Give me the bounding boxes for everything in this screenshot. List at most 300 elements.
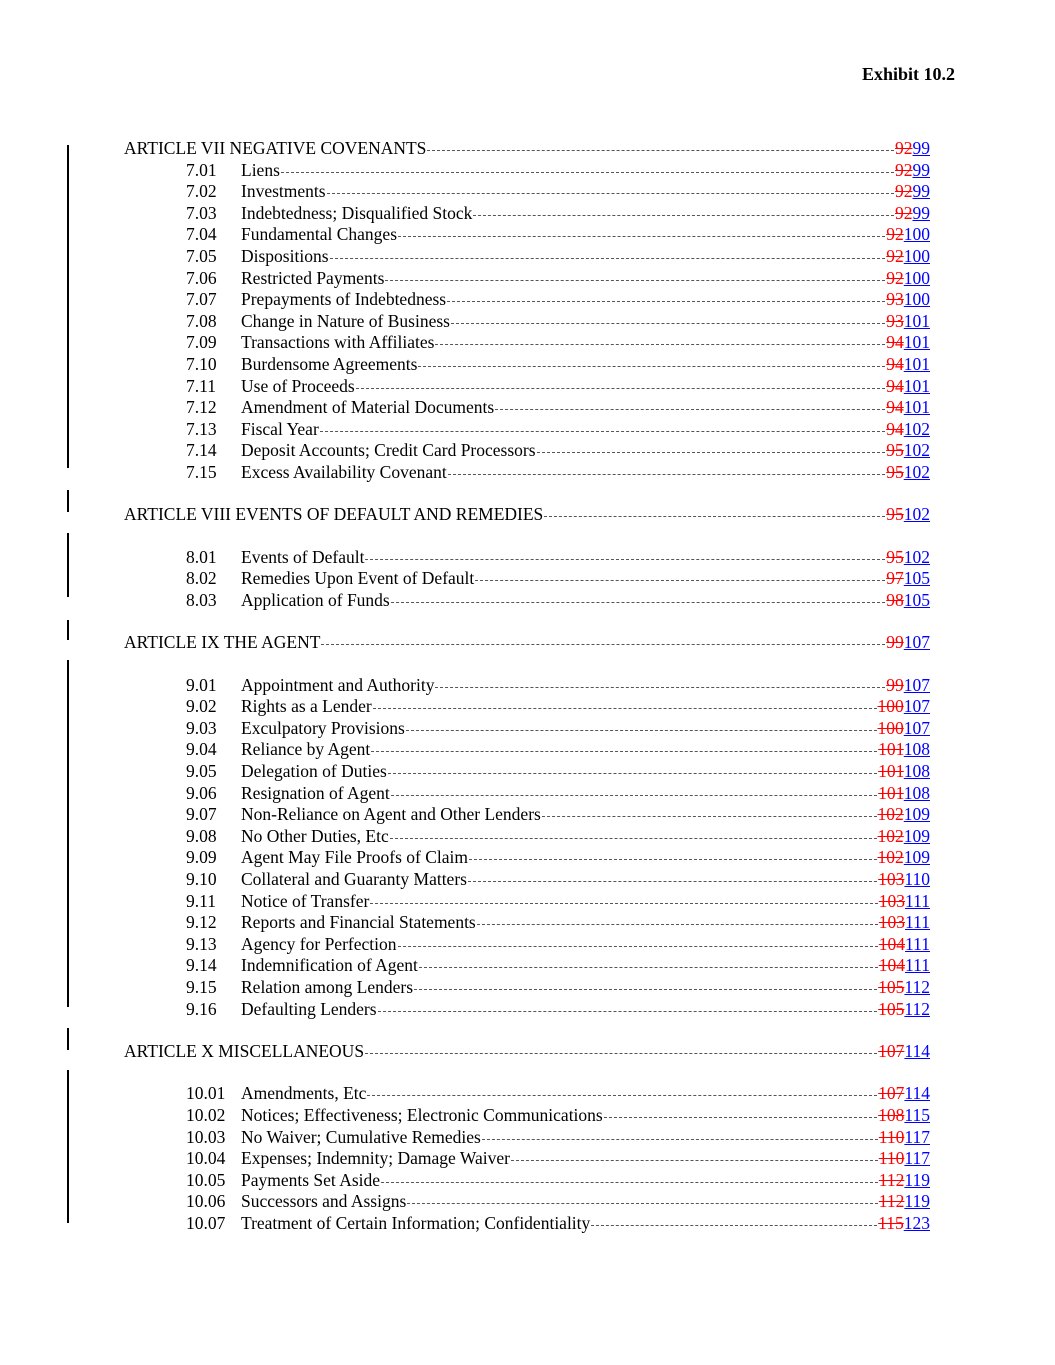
dot-leader [327, 193, 894, 194]
inserted-page-link[interactable]: 108 [903, 761, 930, 782]
deleted-page-number: 110 [878, 1148, 905, 1169]
toc-section-entry[interactable] [124, 869, 930, 891]
page-reference [878, 1041, 930, 1063]
deleted-page-number: 95 [886, 461, 904, 482]
dot-leader [381, 1182, 878, 1183]
toc-spacer [124, 526, 930, 547]
entry-title: Amendments, Etc [241, 1083, 367, 1104]
page-reference [879, 912, 930, 934]
deleted-page-number: 108 [878, 1104, 905, 1125]
dot-leader [370, 903, 877, 904]
inserted-page-link[interactable]: 109 [903, 804, 930, 825]
section-number: 9.13 [186, 933, 217, 954]
exhibit-label: Exhibit 10.2 [861, 64, 955, 84]
entry-title: Deposit Accounts; Credit Card Processors [241, 440, 536, 461]
toc-section-entry[interactable] [124, 419, 930, 441]
deleted-page-number: 105 [878, 976, 905, 997]
page-reference [886, 376, 930, 398]
section-number: 9.01 [186, 674, 217, 695]
page-reference [879, 1127, 930, 1149]
inserted-page-link[interactable]: 101 [903, 332, 930, 353]
entry-title: Relation among Lenders [241, 976, 414, 997]
dot-leader [482, 1139, 878, 1140]
page-reference [878, 739, 930, 761]
toc-section-entry[interactable] [124, 718, 930, 740]
section-number: 9.12 [186, 912, 217, 933]
inserted-page-link[interactable]: 112 [904, 976, 930, 997]
deleted-page-number: 94 [886, 375, 904, 396]
deleted-page-number: 100 [877, 717, 904, 738]
change-bar [67, 620, 69, 640]
toc-section-entry[interactable] [124, 761, 930, 783]
inserted-page-link[interactable]: 105 [903, 589, 930, 610]
section-number: 10.05 [186, 1169, 226, 1190]
toc-section-entry[interactable] [124, 999, 930, 1021]
entry-title: Exculpatory Provisions [241, 717, 405, 738]
dot-leader [468, 881, 877, 882]
section-number: 10.06 [186, 1191, 226, 1212]
deleted-page-number: 92 [895, 159, 913, 180]
toc-spacer [124, 1063, 930, 1084]
deleted-page-number: 103 [878, 912, 906, 933]
dot-leader [385, 280, 885, 281]
entry-title: Delegation of Duties [241, 761, 387, 782]
inserted-page-link[interactable]: 107 [903, 717, 930, 738]
toc-section-entry[interactable] [124, 289, 930, 311]
page-reference [886, 590, 930, 612]
entry-title: Excess Availability Covenant [241, 461, 447, 482]
deleted-page-number: 94 [886, 353, 904, 374]
deleted-page-number: 93 [886, 310, 904, 331]
deleted-page-number: 105 [878, 998, 905, 1019]
deleted-page-number: 95 [886, 546, 904, 567]
entry-title: Non-Reliance on Agent and Other Lenders [241, 804, 541, 825]
dot-leader [391, 795, 877, 796]
deleted-page-number: 94 [886, 397, 904, 418]
page-reference [886, 268, 930, 290]
deleted-page-number: 99 [886, 632, 904, 653]
inserted-page-link[interactable]: 107 [903, 632, 930, 653]
deleted-page-number: 112 [878, 1191, 905, 1212]
dot-leader [373, 708, 877, 709]
inserted-page-link[interactable]: 112 [904, 998, 930, 1019]
deleted-page-number: 92 [886, 224, 904, 245]
inserted-page-link[interactable]: 117 [904, 1126, 930, 1147]
page-reference [878, 718, 931, 740]
page-reference [895, 181, 930, 203]
toc-section-entry[interactable] [124, 268, 930, 290]
page-reference [878, 1213, 930, 1235]
dot-leader [542, 816, 877, 817]
toc-section-entry[interactable] [124, 783, 930, 805]
section-number: 7.11 [186, 375, 216, 396]
inserted-page-link[interactable]: 117 [904, 1148, 930, 1169]
toc-section-entry[interactable] [124, 203, 930, 225]
inserted-page-link[interactable]: 99 [912, 181, 930, 202]
toc-section-entry[interactable] [124, 739, 930, 761]
change-bar [67, 660, 69, 1007]
section-number: 8.01 [186, 546, 217, 567]
inserted-page-link[interactable]: 102 [903, 461, 930, 482]
toc-section-entry[interactable] [124, 311, 930, 333]
inserted-page-link[interactable]: 111 [905, 890, 930, 911]
inserted-page-link[interactable]: 119 [904, 1191, 930, 1212]
entry-title: Notice of Transfer [241, 890, 370, 911]
page-reference [895, 138, 930, 160]
page-reference [879, 955, 930, 977]
page-reference [879, 1170, 930, 1192]
inserted-page-link[interactable]: 123 [903, 1212, 930, 1233]
inserted-page-link[interactable]: 101 [903, 310, 930, 331]
deleted-page-number: 98 [886, 589, 904, 610]
inserted-page-link[interactable]: 107 [903, 674, 930, 695]
section-number: 7.15 [186, 461, 217, 482]
section-number: 9.10 [186, 869, 217, 889]
section-number: 9.09 [186, 847, 217, 868]
page-reference [886, 419, 930, 441]
page-reference [886, 397, 930, 419]
entry-title: Liens [241, 159, 280, 180]
inserted-page-link[interactable]: 110 [904, 869, 930, 889]
deleted-page-number: 99 [886, 674, 904, 695]
entry-title: Resignation of Agent [241, 782, 390, 803]
section-number: 10.02 [186, 1104, 226, 1125]
dot-leader [378, 1011, 878, 1012]
inserted-page-link[interactable]: 102 [903, 418, 930, 439]
section-number: 9.14 [186, 955, 217, 976]
page-reference [878, 761, 930, 783]
section-number: 7.03 [186, 202, 217, 223]
inserted-page-link[interactable]: 111 [905, 912, 930, 933]
inserted-page-link[interactable]: 107 [903, 696, 930, 717]
dot-leader [390, 838, 877, 839]
inserted-page-link[interactable]: 100 [903, 245, 930, 266]
dot-leader [448, 474, 886, 475]
dot-leader [365, 1053, 877, 1054]
page-reference [886, 224, 930, 246]
section-number: 7.14 [186, 440, 217, 461]
toc-section-entry[interactable] [124, 675, 930, 697]
entry-title: Events of Default [241, 546, 365, 567]
dot-leader [544, 516, 885, 517]
dot-leader [511, 1160, 878, 1161]
page-reference [886, 354, 930, 376]
deleted-page-number: 92 [895, 181, 913, 202]
page-reference [878, 999, 930, 1021]
page-reference [886, 462, 930, 484]
dot-leader [418, 366, 885, 367]
dot-leader [604, 1117, 877, 1118]
section-number: 7.13 [186, 418, 217, 439]
page-reference [878, 847, 931, 869]
toc-section-entry[interactable] [124, 547, 930, 569]
toc-article-entry[interactable] [124, 504, 930, 526]
dot-leader [371, 751, 877, 752]
deleted-page-number: 104 [878, 955, 906, 976]
dot-leader [367, 1095, 877, 1096]
inserted-page-link[interactable]: 111 [905, 933, 930, 954]
page-reference [878, 696, 931, 718]
deleted-page-number: 112 [878, 1169, 905, 1190]
inserted-page-link[interactable]: 105 [903, 568, 930, 589]
page-reference [879, 1148, 930, 1170]
dot-leader [356, 388, 886, 389]
inserted-page-link[interactable]: 111 [905, 955, 930, 976]
entry-title: Change in Nature of Business [241, 310, 450, 331]
section-number: 7.08 [186, 310, 217, 331]
entry-title: Fiscal Year [241, 418, 319, 439]
inserted-page-link[interactable]: 102 [903, 440, 930, 461]
page-reference [878, 804, 931, 826]
entry-title: No Waiver; Cumulative Remedies [241, 1126, 481, 1147]
toc-section-entry[interactable] [124, 440, 930, 462]
section-number: 9.06 [186, 782, 217, 803]
page-reference [886, 504, 930, 526]
toc-section-entry[interactable] [124, 1170, 930, 1192]
inserted-page-link[interactable]: 114 [904, 1083, 930, 1104]
page-reference [886, 675, 930, 697]
dot-leader [398, 236, 885, 237]
entry-title: Indemnification of Agent [241, 955, 418, 976]
deleted-page-number: 92 [895, 138, 913, 158]
deleted-page-number: 102 [877, 847, 904, 868]
section-number: 8.02 [186, 568, 217, 589]
page-reference [886, 332, 930, 354]
inserted-page-link[interactable]: 119 [904, 1169, 930, 1190]
deleted-page-number: 94 [886, 332, 904, 353]
toc-section-entry[interactable] [124, 181, 930, 203]
dot-leader [388, 773, 877, 774]
dot-leader [473, 215, 894, 216]
entry-title: Burdensome Agreements [241, 353, 418, 374]
inserted-page-link[interactable]: 101 [903, 397, 930, 418]
toc-section-entry[interactable] [124, 246, 930, 268]
dot-leader [391, 602, 886, 603]
deleted-page-number: 102 [877, 804, 904, 825]
section-number: 7.07 [186, 289, 217, 310]
section-number: 7.01 [186, 159, 217, 180]
deleted-page-number: 104 [878, 933, 906, 954]
toc-section-entry[interactable] [124, 1148, 930, 1170]
deleted-page-number: 107 [878, 1040, 905, 1061]
entry-title: Prepayments of Indebtedness [241, 289, 447, 310]
page-reference [878, 826, 931, 848]
inserted-page-link[interactable]: 101 [903, 375, 930, 396]
dot-leader [365, 559, 885, 560]
section-number: 9.02 [186, 696, 217, 717]
page-reference [879, 1191, 930, 1213]
dot-leader [591, 1225, 877, 1226]
toc-section-entry[interactable] [124, 160, 930, 182]
page-reference [878, 1105, 930, 1127]
page-reference [886, 289, 930, 311]
deleted-page-number: 110 [878, 1126, 905, 1147]
section-number: 7.09 [186, 332, 217, 353]
inserted-page-link[interactable]: 102 [903, 504, 930, 525]
section-number: 10.04 [186, 1148, 226, 1169]
inserted-page-link[interactable]: 108 [903, 782, 930, 803]
inserted-page-link[interactable]: 114 [904, 1040, 930, 1061]
toc-section-entry[interactable] [124, 1213, 930, 1235]
section-number: 7.12 [186, 397, 217, 418]
entry-title: Fundamental Changes [241, 224, 398, 245]
inserted-page-link[interactable]: 100 [903, 289, 930, 310]
toc-section-entry[interactable] [124, 912, 930, 934]
page-reference [878, 1083, 930, 1105]
toc-article-entry[interactable] [124, 138, 930, 160]
section-number: 7.05 [186, 245, 217, 266]
toc-section-entry[interactable] [124, 462, 930, 484]
page-reference [879, 891, 930, 913]
dot-leader [469, 859, 877, 860]
entry-title: Indebtedness; Disqualified Stock [241, 202, 473, 223]
deleted-page-number: 95 [886, 504, 904, 525]
inserted-page-link[interactable]: 115 [904, 1104, 930, 1125]
inserted-page-link[interactable]: 100 [903, 267, 930, 288]
toc-section-entry[interactable] [124, 332, 930, 354]
toc-article-entry[interactable] [124, 1041, 930, 1063]
dot-leader [447, 301, 885, 302]
dot-leader [435, 344, 885, 345]
entry-title: Remedies Upon Event of Default [241, 568, 475, 589]
deleted-page-number: 97 [886, 568, 904, 589]
deleted-page-number: 92 [895, 202, 913, 223]
entry-title: No Other Duties, Etc [241, 825, 389, 846]
toc-section-entry[interactable] [124, 590, 930, 612]
inserted-page-link[interactable]: 109 [903, 847, 930, 868]
entry-title: ARTICLE VII NEGATIVE COVENANTS [124, 138, 427, 158]
deleted-page-number: 115 [878, 1212, 904, 1233]
entry-title: Amendment of Material Documents [241, 397, 495, 418]
change-bar [67, 1028, 69, 1050]
toc-spacer [124, 1020, 930, 1041]
dot-leader [414, 989, 877, 990]
page-reference [878, 977, 930, 999]
toc-section-entry[interactable] [124, 376, 930, 398]
toc-section-entry[interactable] [124, 696, 930, 718]
table-of-contents [124, 138, 930, 1235]
toc-section-entry[interactable] [124, 955, 930, 977]
toc-section-entry[interactable] [124, 804, 930, 826]
deleted-page-number: 92 [886, 245, 904, 266]
dot-leader [477, 924, 878, 925]
change-bar [67, 490, 69, 512]
toc-article-entry[interactable] [124, 632, 930, 654]
entry-title: Treatment of Certain Information; Confidentiality [241, 1212, 591, 1233]
toc-section-entry[interactable] [124, 1083, 930, 1105]
inserted-page-link[interactable]: 101 [903, 353, 930, 374]
entry-title: Agency for Perfection [241, 933, 397, 954]
entry-title: Application of Funds [241, 589, 390, 610]
dot-leader [475, 580, 885, 581]
entry-title: Appointment and Authority [241, 674, 435, 695]
section-number: 9.11 [186, 890, 216, 911]
dot-leader [281, 172, 894, 173]
dot-leader [427, 150, 894, 151]
entry-title: Defaulting Lenders [241, 998, 377, 1019]
entry-title: Dispositions [241, 245, 329, 266]
toc-spacer [124, 484, 930, 505]
dot-leader [321, 644, 885, 645]
section-number: 9.05 [186, 761, 217, 782]
section-number: 10.01 [186, 1083, 226, 1104]
section-number: 10.07 [186, 1212, 226, 1233]
entry-title: Restricted Payments [241, 267, 385, 288]
entry-title: ARTICLE IX THE AGENT [124, 632, 321, 653]
section-number: 9.16 [186, 998, 217, 1019]
section-number: 7.10 [186, 353, 217, 374]
dot-leader [330, 258, 886, 259]
section-number: 9.04 [186, 739, 217, 760]
entry-title: ARTICLE VIII EVENTS OF DEFAULT AND REMEDIES [124, 504, 544, 525]
entry-title: Successors and Assigns [241, 1191, 407, 1212]
page-reference [886, 311, 930, 333]
toc-section-entry[interactable] [124, 826, 930, 848]
entry-title: Notices; Effectiveness; Electronic Communications [241, 1104, 603, 1125]
dot-leader [537, 452, 886, 453]
entry-title: Investments [241, 181, 326, 202]
section-number: 9.15 [186, 976, 217, 997]
dot-leader [495, 409, 885, 410]
entry-title: Reports and Financial Statements [241, 912, 476, 933]
inserted-page-link[interactable]: 109 [903, 825, 930, 846]
toc-section-entry[interactable] [124, 224, 930, 246]
dot-leader [320, 431, 885, 432]
section-number: 7.02 [186, 181, 217, 202]
change-bar [67, 145, 69, 468]
dot-leader [398, 946, 878, 947]
deleted-page-number: 107 [878, 1083, 905, 1104]
deleted-page-number: 94 [886, 418, 904, 439]
page-reference [878, 783, 930, 805]
inserted-page-link[interactable]: 99 [912, 202, 930, 223]
toc-section-entry[interactable] [124, 977, 930, 999]
inserted-page-link[interactable]: 108 [903, 739, 930, 760]
toc-section-entry[interactable] [124, 891, 930, 913]
entry-title: Transactions with Affiliates [241, 332, 435, 353]
toc-section-entry[interactable] [124, 1105, 930, 1127]
inserted-page-link[interactable]: 102 [903, 546, 930, 567]
section-number: 9.07 [186, 804, 217, 825]
inserted-page-link[interactable]: 100 [903, 224, 930, 245]
dot-leader [435, 687, 885, 688]
page-reference [886, 440, 930, 462]
toc-section-entry[interactable] [124, 1191, 930, 1213]
entry-title: Payments Set Aside [241, 1169, 381, 1190]
page-reference [886, 246, 930, 268]
deleted-page-number: 93 [886, 289, 904, 310]
page-reference [886, 547, 930, 569]
entry-title: Collateral and Guaranty Matters [241, 869, 467, 889]
entry-title: ARTICLE X MISCELLANEOUS [124, 1040, 365, 1061]
change-bar [67, 533, 69, 597]
toc-section-entry[interactable] [124, 397, 930, 419]
entry-title: Use of Proceeds [241, 375, 355, 396]
inserted-page-link[interactable]: 99 [912, 159, 930, 180]
toc-section-entry[interactable] [124, 847, 930, 869]
toc-section-entry[interactable] [124, 354, 930, 376]
toc-section-entry[interactable] [124, 1127, 930, 1149]
deleted-page-number: 92 [886, 267, 904, 288]
toc-section-entry[interactable] [124, 568, 930, 590]
page-reference [895, 203, 930, 225]
section-number: 9.03 [186, 717, 217, 738]
inserted-page-link[interactable]: 99 [912, 138, 930, 158]
entry-title: Rights as a Lender [241, 696, 372, 717]
deleted-page-number: 95 [886, 440, 904, 461]
section-number: 7.06 [186, 267, 217, 288]
toc-section-entry[interactable] [124, 934, 930, 956]
